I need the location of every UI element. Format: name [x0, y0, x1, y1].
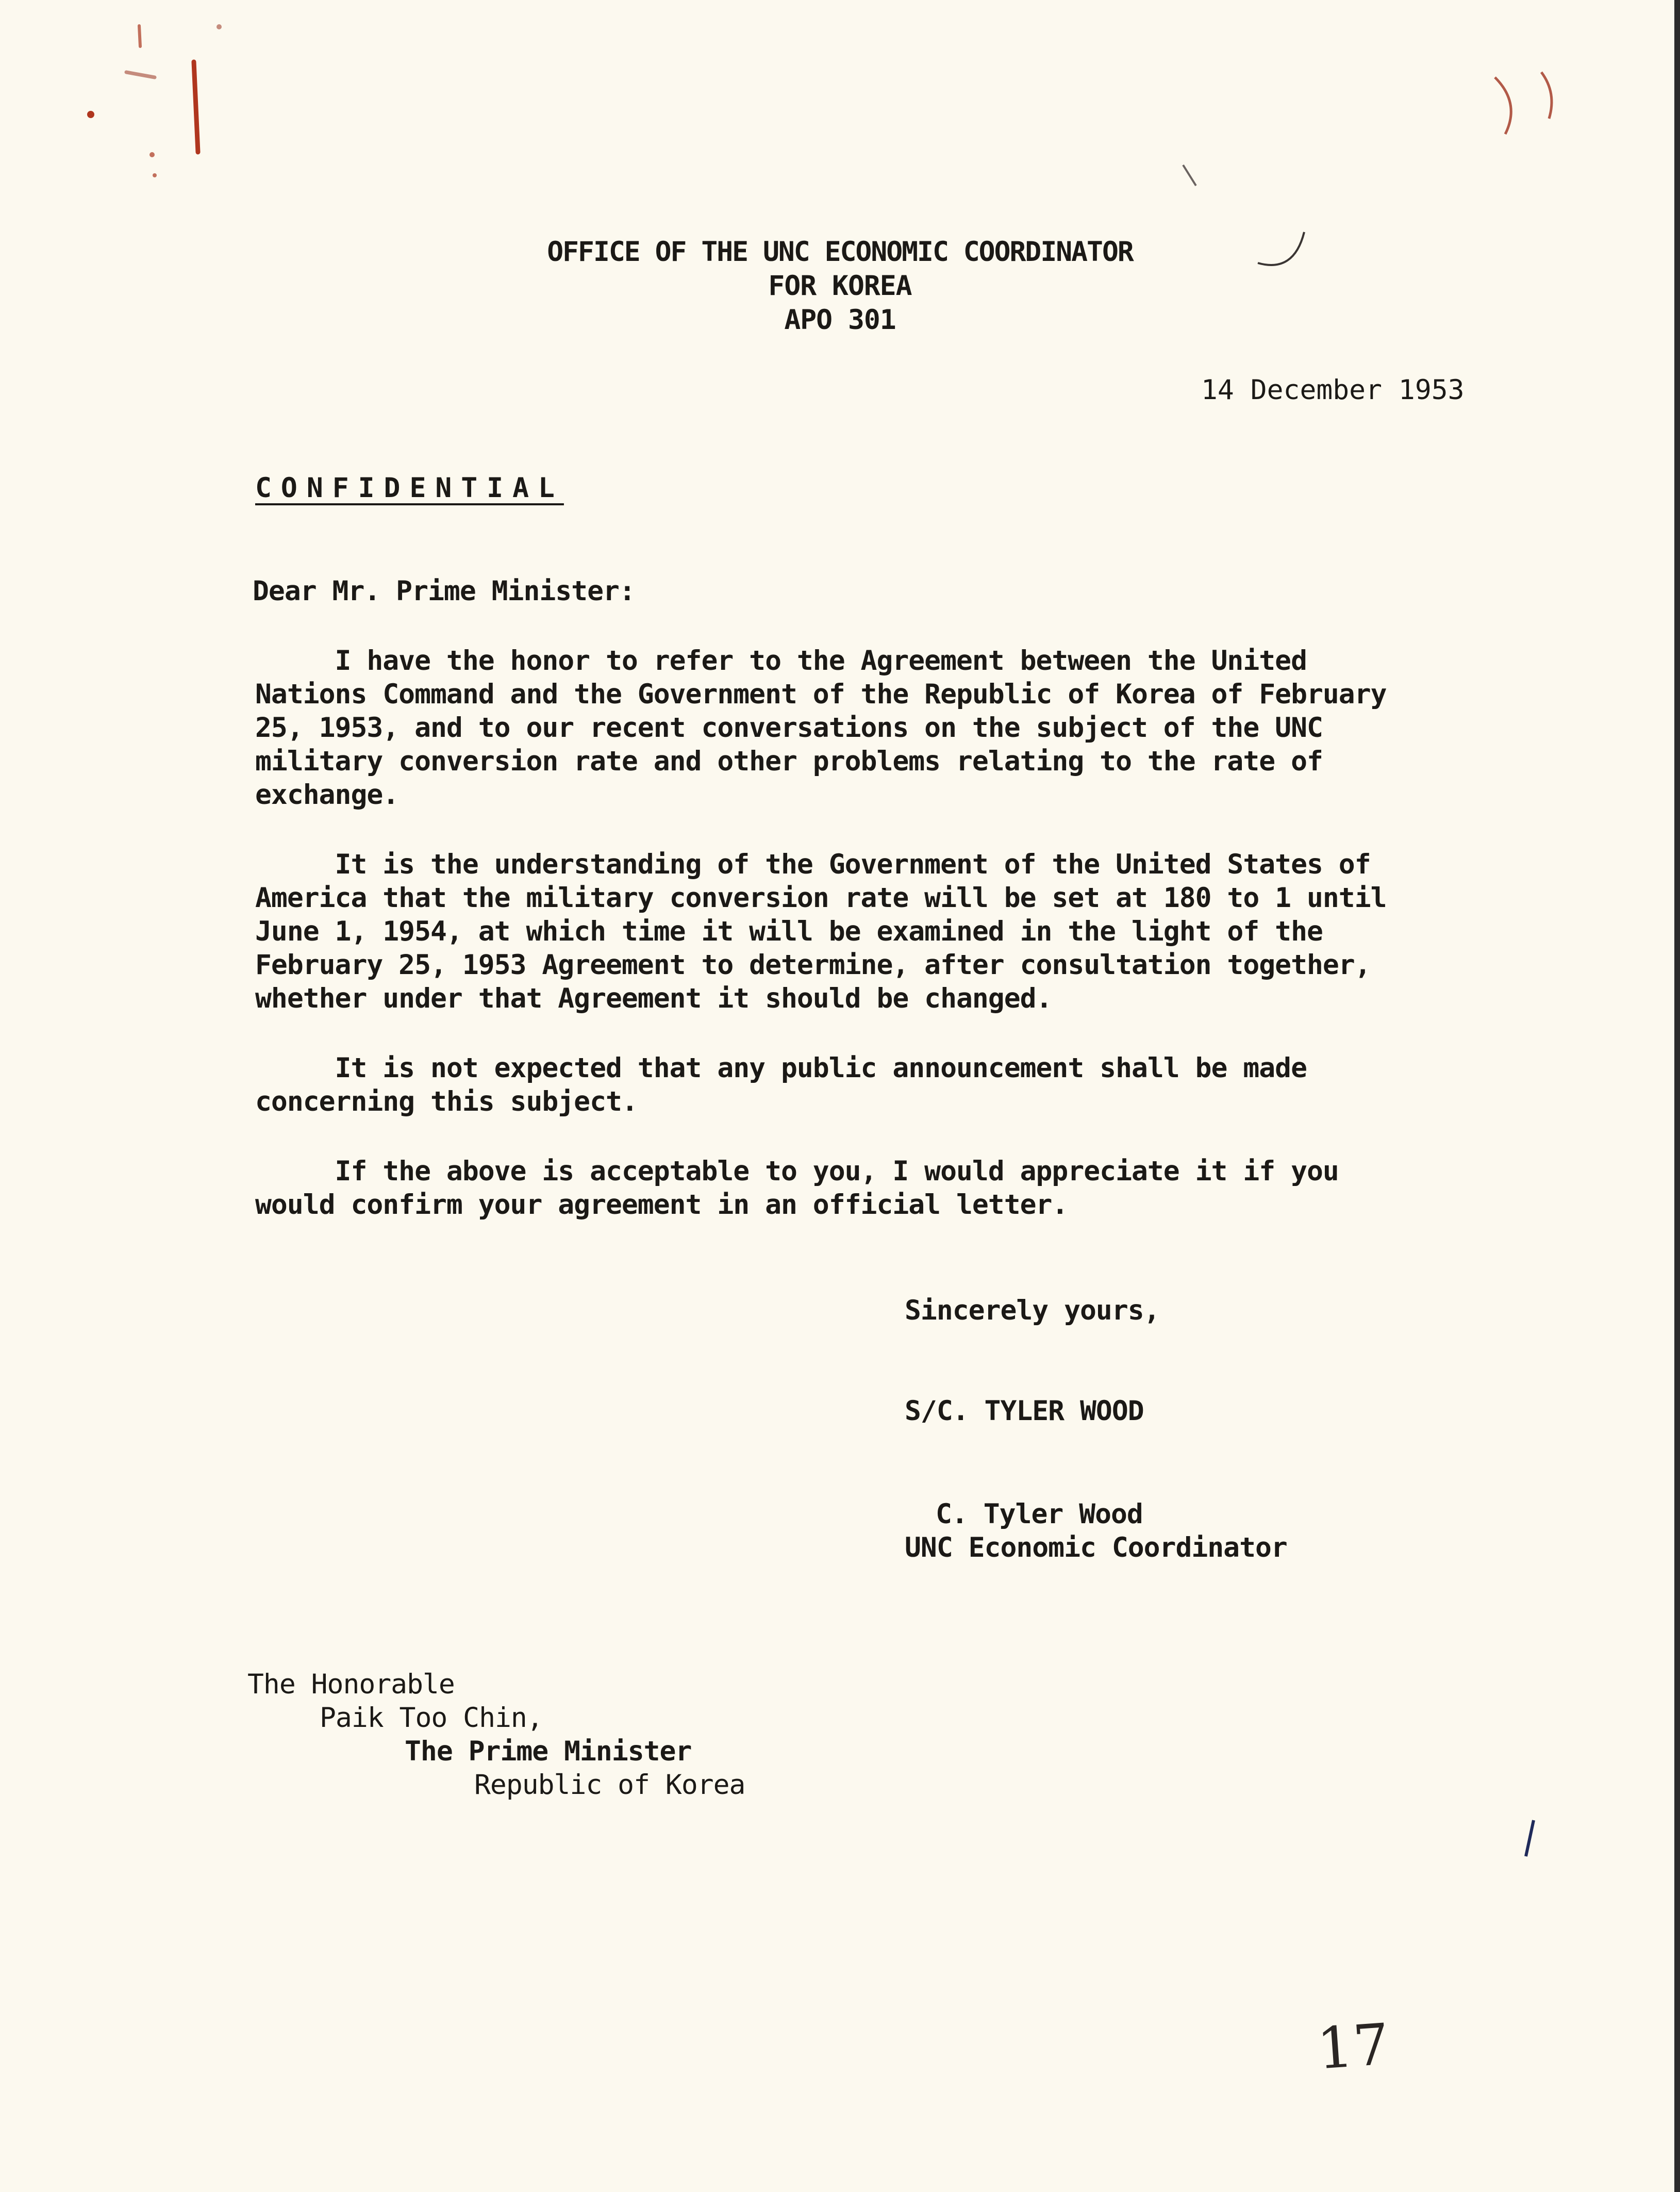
red-dot-3 — [153, 173, 157, 177]
letterhead-line-1: OFFICE OF THE UNC ECONOMIC COORDINATOR — [547, 236, 1133, 268]
signature-signed: S/C. TYLER WOOD — [905, 1395, 1144, 1427]
classification-heading: CONFIDENTIAL — [255, 472, 564, 504]
recipient-line-3: The Prime Minister — [405, 1736, 692, 1767]
pencil-tick-top — [1183, 165, 1196, 186]
pencil-mark-top-right-2 — [1541, 72, 1552, 119]
red-dot-2 — [149, 152, 155, 157]
red-mark-vertical — [194, 62, 198, 152]
red-dot-1 — [87, 111, 94, 118]
paragraph-line: exchange. — [255, 779, 399, 811]
paragraph-line: whether under that Agreement it should be changed. — [255, 983, 1052, 1014]
signatory-name: C. Tyler Wood — [936, 1498, 1143, 1530]
letterhead-line-3: APO 301 — [784, 304, 896, 336]
paragraph-line: concerning this subject. — [255, 1086, 638, 1117]
red-mark-left — [139, 26, 140, 46]
closing: Sincerely yours, — [905, 1295, 1160, 1326]
recipient-line-4: Republic of Korea — [474, 1769, 745, 1801]
paragraph-line: February 25, 1953 Agreement to determine, after consultation together, — [255, 949, 1371, 981]
paragraph-line: It is not expected that any public announcement shall be made — [255, 1052, 1307, 1084]
paragraph-line: military conversion rate and other problems relating to the rate of — [255, 746, 1323, 777]
salutation: Dear Mr. Prime Minister: — [253, 575, 635, 607]
paragraph-line: would confirm your agreement in an official letter. — [255, 1189, 1068, 1221]
paragraph-line: America that the military conversion rate will be set at 180 to 1 until — [255, 882, 1387, 914]
paragraph-line: 25, 1953, and to our recent conversations on the subject of the UNC — [255, 712, 1323, 744]
pencil-mark-top-right — [1495, 77, 1511, 134]
paragraph-line: It is the understanding of the Government of the United States of — [255, 849, 1371, 880]
letterhead-line-2: FOR KOREA — [768, 270, 912, 302]
red-dot-4 — [217, 24, 222, 29]
signatory-title: UNC Economic Coordinator — [905, 1532, 1287, 1563]
red-mark-dash — [126, 72, 155, 77]
pencil-slash-bottom-right — [1526, 1820, 1534, 1856]
paragraph-line: If the above is acceptable to you, I would appreciate it if you — [255, 1156, 1339, 1187]
letter-date: 14 December 1953 — [1201, 374, 1465, 406]
recipient-line-2: Paik Too Chin, — [320, 1702, 543, 1734]
recipient-line-1: The Honorable — [247, 1669, 455, 1700]
paragraph-line: I have the honor to refer to the Agreement between the United — [255, 645, 1307, 677]
handwritten-page-number: 17 — [1315, 2011, 1392, 2082]
paragraph-line: Nations Command and the Government of the Republic of Korea of February — [255, 679, 1387, 710]
paragraph-line: June 1, 1954, at which time it will be examined in the light of the — [255, 916, 1323, 947]
